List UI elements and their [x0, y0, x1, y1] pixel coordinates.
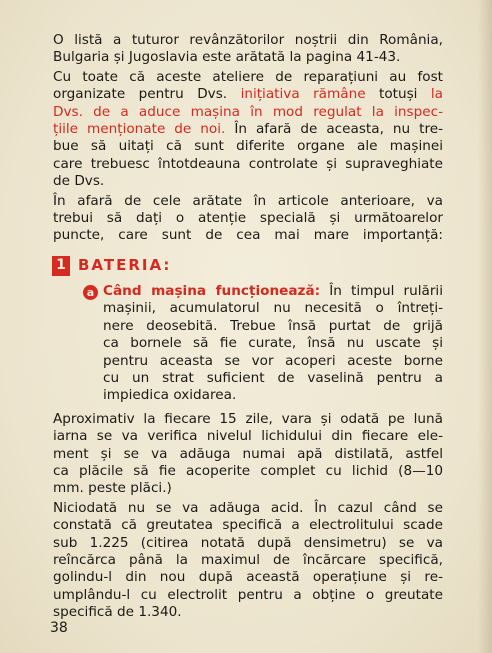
page-number: 38 [50, 620, 68, 636]
text-line: Niciodată nu se va adăuga acid. În cazul când se [53, 499, 443, 516]
text-line: puncte, care sunt de cea mai mare importanță: [53, 227, 443, 244]
paragraph-acid-warning [53, 500, 443, 622]
text-line: golindu-l din nou după această operațiune și re- [53, 569, 443, 586]
subsection-letter-badge: a [83, 285, 98, 300]
text-span: În timpul rulării [320, 282, 443, 299]
text-line: constată că greutatea specifică a electrolitului scade [53, 517, 443, 534]
text-line: Aproximativ la fiecare 15 zile, vara și odată pe lună [53, 410, 443, 427]
section-heading [52, 255, 443, 277]
text-line: cu un strat suficient de vaselină pentru a [103, 369, 443, 386]
text-line: de Dvs. [53, 173, 105, 190]
text-line: În afară de cele arătate în articole anterioare, va [53, 192, 443, 209]
body-text [53, 32, 443, 624]
highlight-line: Dvs. de a aduce mașina în mod regulat la inspec- [53, 103, 443, 120]
text-line: umplându-l cu electrolit pentru a obține o greutate [53, 586, 443, 603]
text-line: Cu toate că aceste ateliere de reparațiuni au fost [53, 68, 443, 85]
text-line: bue să uitați că sunt diferite organe ale mașinei [53, 138, 443, 155]
paragraph-dealers-list [53, 32, 443, 67]
subsection [53, 283, 443, 405]
section-number-badge: 1 [52, 256, 70, 276]
text-line: ca plăcile să fie acoperite complet cu lichid (8—10 [53, 462, 443, 479]
page-edge-shadow [478, 0, 492, 653]
paragraph-attention [53, 193, 443, 245]
text-line: ment și se va adăuga numai apă distilată, astfel [53, 445, 443, 462]
section-title: BATERIA: [78, 256, 172, 275]
text-span: În afară de aceasta, nu tre- [225, 121, 444, 138]
text-line: pentru aceasta se vor acoperi aceste borne [103, 352, 443, 369]
text-span: totuși [365, 86, 431, 103]
highlight-text: inițiativa rămâne [240, 86, 366, 103]
text-line: nere deosebită. Trebue însă purtat de grijă [103, 317, 443, 334]
subsection-first-line [103, 283, 443, 300]
text-line: iarna se va verifica nivelul lichidului din fiecare ele- [53, 428, 443, 445]
text-line: Bulgaria și Jugoslavia este arătată la pagina 41-43. [53, 49, 401, 66]
text-line: ca bornele să fie curate, însă nu uscate și [103, 335, 443, 352]
text-line: trebui să dați o atenție specială și următoarelor [53, 210, 443, 227]
text-line: sub 1.225 (citirea notată după densimetru) se va [53, 534, 443, 551]
text-span: organizate pentru Dvs. [53, 86, 241, 103]
paragraph-maintenance [53, 411, 443, 498]
text-line: mașinii, acumulatorul nu necesită o întreți- [103, 300, 443, 317]
highlight-text: țiile menționate de noi. [53, 121, 226, 138]
text-line: O listă a tuturor revânzătorilor noștrii din România, [53, 32, 443, 48]
text-line: impiedica oxidarea. [103, 387, 237, 404]
highlight-text: la [430, 86, 443, 103]
text-line: reîncărca până la maximul de încărcare specifică, [53, 551, 443, 568]
subsection-title: Când mașina funcționează: [103, 282, 321, 299]
paragraph-workshops [53, 69, 443, 191]
text-line-mixed [53, 121, 443, 138]
text-line: care trebuesc întotdeauna controlate și supraveghiate [53, 155, 443, 172]
text-line-mixed [53, 86, 443, 103]
text-line: mm. peste plăci.) [53, 480, 172, 497]
text-line: specifică de 1.340. [53, 604, 182, 621]
